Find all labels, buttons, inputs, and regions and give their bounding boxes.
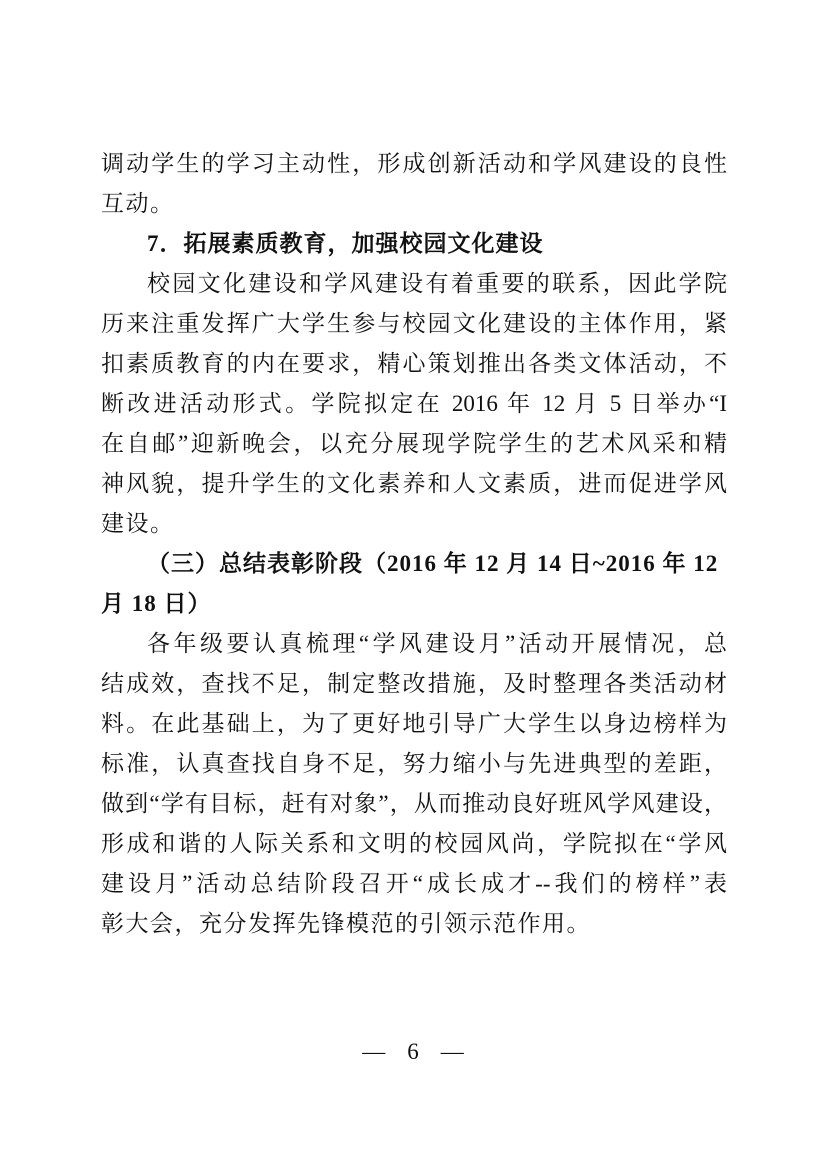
body-text-line: 形成和谐的人际关系和文明的校园风尚，学院拟在“学风 bbox=[101, 831, 727, 856]
body-text-line: 神风貌，提升学生的文化素养和人文素质，进而促进学风 bbox=[101, 471, 727, 496]
heading-line: （三）总结表彰阶段（2016 年 12 月 14 日~2016 年 12 bbox=[147, 551, 719, 576]
footer-dash-right: — bbox=[440, 1039, 464, 1064]
body-text-line: 彰大会，充分发挥先锋模范的引领示范作用。 bbox=[101, 911, 591, 936]
body-text-line: 建设月”活动总结阶段召开“成长成才--我们的榜样”表 bbox=[101, 871, 727, 896]
heading-line: 月 18 日） bbox=[101, 591, 212, 616]
body-text-line: 互动。 bbox=[101, 191, 175, 216]
body-text-line: 断改进活动形式。学院拟定在 2016 年 12 月 5 日举办“I bbox=[101, 391, 727, 416]
page-footer bbox=[0, 1038, 826, 1066]
body-text-line: 扣素质教育的内在要求，精心策划推出各类文体活动，不 bbox=[101, 351, 727, 376]
body-text-line: 校园文化建设和学风建设有着重要的联系，因此学院 bbox=[147, 271, 727, 296]
body-text-line: 结成效，查找不足，制定整改措施，及时整理各类活动材 bbox=[101, 671, 727, 696]
body-text-line: 历来注重发挥广大学生参与校园文化建设的主体作用，紧 bbox=[101, 311, 727, 336]
body-text-line: 做到“学有目标，赶有对象”，从而推动良好班风学风建设， bbox=[101, 791, 727, 816]
body-text-line: 调动学生的学习主动性，形成创新活动和学风建设的良性 bbox=[101, 151, 727, 176]
body-text-line: 标准，认真查找自身不足，努力缩小与先进典型的差距， bbox=[101, 751, 727, 776]
body-text-line: 料。在此基础上，为了更好地引导广大学生以身边榜样为 bbox=[101, 711, 727, 736]
document-body bbox=[101, 144, 727, 944]
body-text-line: 各年级要认真梳理“学风建设月”活动开展情况，总 bbox=[147, 631, 727, 656]
heading-line: 7．拓展素质教育，加强校园文化建设 bbox=[147, 231, 544, 256]
footer-dash-left: — bbox=[362, 1039, 386, 1064]
body-text-line: 在自邮”迎新晚会，以充分展现学院学生的艺术风采和精 bbox=[101, 431, 727, 456]
body-text-line: 建设。 bbox=[101, 511, 175, 536]
page-number: 6 bbox=[407, 1039, 419, 1064]
